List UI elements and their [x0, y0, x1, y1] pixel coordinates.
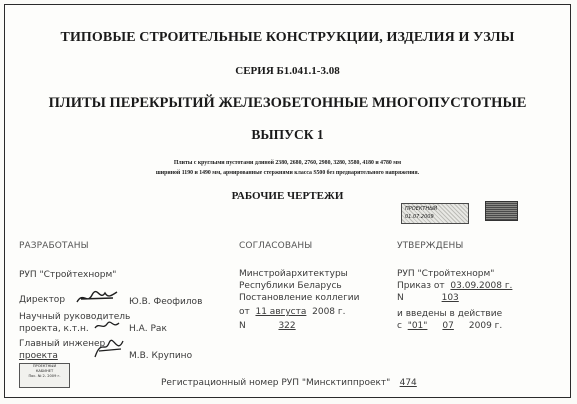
agreed-date-prefix: от: [239, 307, 250, 317]
approved-order-date: [397, 281, 512, 291]
approved-effective-year: 2009 г.: [468, 321, 503, 331]
document-supertitle: ТИПОВЫЕ СТРОИТЕЛЬНЫЕ КОНСТРУКЦИИ, ИЗДЕЛИЯ И УЗЛЫ: [60, 30, 515, 45]
developer-organization: РУП "Стройтехнорм": [19, 270, 117, 280]
agreed-date-year: 2008 г.: [312, 307, 346, 317]
series-number: СЕРИЯ Б1.041.1-3.08: [235, 65, 340, 77]
description-line-1: Плиты с круглыми пустотами длиной 2380, 2680, 2760, 2980, 3280, 3580, 4180 и 4780 мм: [173, 160, 402, 166]
agreed-date-value: 11 августа: [255, 307, 307, 317]
issue-number: ВЫПУСК 1: [251, 127, 324, 142]
agreed-title: СОГЛАСОВАНЫ: [239, 241, 313, 251]
researcher-signature: [93, 320, 121, 332]
cabinet-stamp-line-3: Пос. № 2- 2009 г.: [28, 374, 61, 378]
approval-stamp-line-1: ПРОЕКТНЫЙ: [405, 206, 438, 212]
engineer-label-1: Главный инженер: [19, 339, 106, 349]
cabinet-stamp: [19, 363, 70, 388]
approval-stamp-line-2: 01.07.2009: [405, 214, 434, 220]
approved-effective-date: [397, 321, 502, 331]
agreed-number-label: N: [239, 321, 246, 331]
approved-organization: РУП "Стройтехнорм": [397, 269, 495, 279]
researcher-name: Н.А. Рак: [129, 324, 167, 334]
approved-effective-day: "01": [407, 321, 428, 331]
cabinet-stamp-line-1: ПРОЕКТНЫЙ: [32, 364, 57, 368]
approved-number-value: 103: [441, 293, 459, 303]
approved-effective-month: 07: [442, 321, 454, 331]
agreed-line-3: Постановление коллегии: [239, 293, 360, 303]
engineer-signature: [91, 335, 127, 361]
agreed-line-2: Республики Беларусь: [239, 281, 342, 291]
researcher-label-2: проекта, к.т.н.: [19, 324, 89, 334]
approved-number-label: N: [397, 293, 404, 303]
cabinet-stamp-line-2: КАБИНЕТ: [35, 369, 54, 373]
engineer-name: М.В. Крупино: [129, 351, 193, 361]
approved-effective-label: и введены в действие: [397, 309, 503, 319]
agreed-date: [239, 307, 345, 317]
approved-effective-prefix: с: [397, 321, 402, 331]
researcher-label-1: Научный руководитель: [19, 312, 131, 322]
approved-order-label: Приказ от: [397, 281, 445, 291]
registration-line: [161, 378, 423, 388]
approved-title: УТВЕРЖДЕНЫ: [397, 241, 464, 251]
document-title: ПЛИТЫ ПЕРЕКРЫТИЙ ЖЕЛЕЗОБЕТОННЫЕ МНОГОПУСТОТНЫЕ: [48, 95, 527, 111]
agreed-number: [239, 321, 314, 331]
seal-stamp: [485, 201, 518, 221]
approved-number: [397, 293, 485, 303]
director-label: Директор: [19, 295, 66, 305]
registration-number: 474: [399, 378, 417, 388]
registration-label: Регистрационный номер РУП "Минсктиппроект": [161, 378, 391, 388]
document-sheet: [4, 4, 571, 398]
description-line-2: шириной 1190 и 1490 мм, армированные стержнями класса S500 без предварительного напряжения.: [155, 170, 420, 176]
director-name: Ю.В. Феофилов: [129, 297, 203, 307]
agreed-line-1: Минстройархитектуры: [239, 269, 348, 279]
approved-order-date-value: 03.09.2008 г.: [450, 281, 513, 291]
agreed-number-value: 322: [278, 321, 296, 331]
director-signature: [75, 289, 119, 307]
working-drawings-label: РАБОЧИЕ ЧЕРТЕЖИ: [231, 190, 344, 202]
approval-stamp: [401, 203, 469, 224]
engineer-label-2: проекта: [19, 351, 58, 361]
developed-title: РАЗРАБОТАНЫ: [19, 241, 89, 251]
